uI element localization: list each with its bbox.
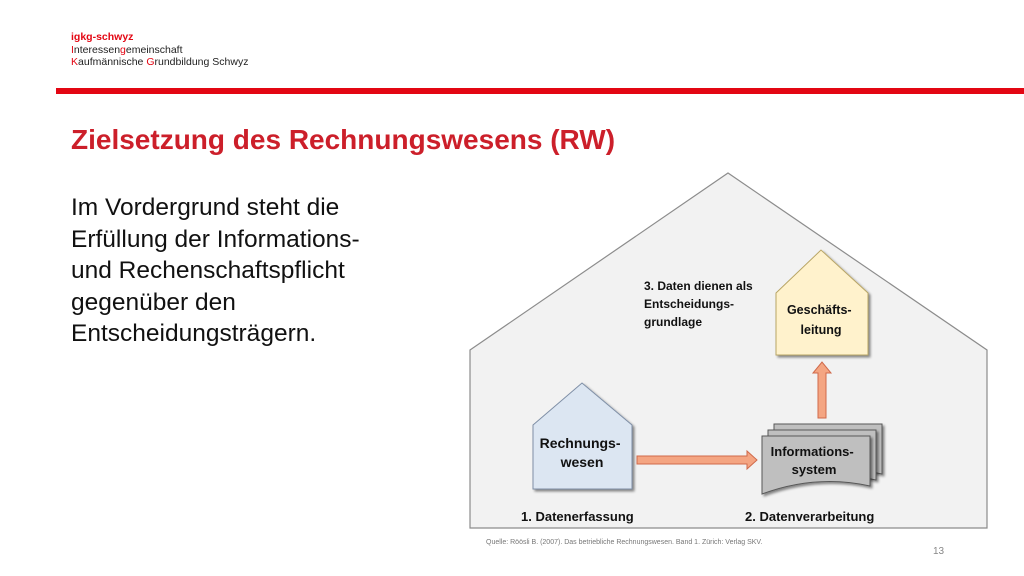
org-line-part: emeinschaft xyxy=(125,43,183,56)
rechnungswesen-label-line: Rechnungs- xyxy=(539,435,621,451)
step2-label: 2. Datenverarbeitung xyxy=(745,509,875,524)
body-line: Erfüllung der Informations- xyxy=(71,225,360,253)
step3-label-line: grundlage xyxy=(644,315,703,329)
step3-label-line: Entscheidungs- xyxy=(644,297,735,311)
geschaeftsleitung-label-line: leitung xyxy=(800,323,842,337)
body-line: gegenüber den xyxy=(71,288,236,316)
org-line-part: G xyxy=(146,56,155,68)
org-name: igkg-schwyz xyxy=(71,31,134,43)
step3-label-line: 3. Daten dienen als xyxy=(644,279,753,293)
org-line-part: aufmännische xyxy=(78,56,147,68)
rechnungswesen-label-line: wesen xyxy=(560,454,604,470)
body-line: und Rechenschaftspflicht xyxy=(71,257,345,284)
body-line: Im Vordergrund steht die xyxy=(71,194,340,221)
step1-label: 1. Datenerfassung xyxy=(521,509,634,524)
org-line-part: I xyxy=(71,43,74,56)
org-line-part: nteressen xyxy=(73,43,121,56)
page-number: 13 xyxy=(933,546,945,557)
org-line-part: rundbildung Schwyz xyxy=(154,56,249,68)
geschaeftsleitung-label-line: Geschäfts- xyxy=(786,303,852,317)
body-line: Entscheidungsträgern. xyxy=(71,320,317,347)
org-line-part: K xyxy=(71,56,79,68)
slide-title: Zielsetzung des Rechnungswesens (RW) xyxy=(71,124,616,155)
source-citation: Quelle: Röösli B. (2007). Das betriebliche Rechnungswesen. Band 1. Zürich: Verlag SKV. xyxy=(486,539,763,546)
informationssystem-label-line: system xyxy=(791,462,837,477)
informationssystem-label-line: Informations- xyxy=(770,444,854,459)
org-line-part: g xyxy=(120,43,126,56)
